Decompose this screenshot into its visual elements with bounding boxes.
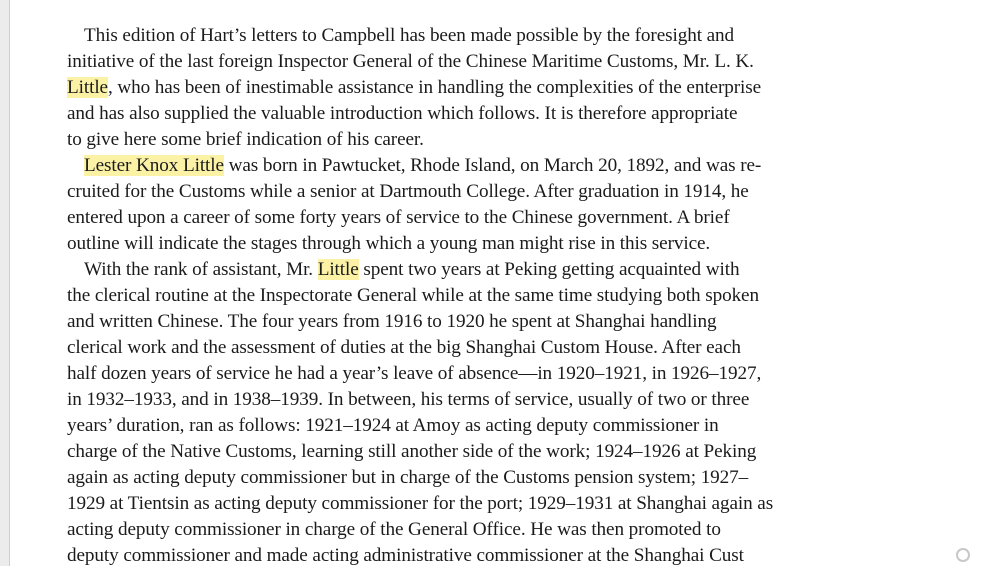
- text-run: to give here some brief indication of his career.: [67, 129, 424, 150]
- text-run: , who has been of inestimable assistance in handling the complexities of the enterprise: [107, 77, 762, 98]
- text-run: entered upon a career of some forty years of service to the Chinese government. A brief: [67, 207, 730, 228]
- text-line: [67, 413, 719, 439]
- text-run: outline will indicate the stages through which a young man might rise in this service.: [67, 233, 711, 254]
- text-run: initiative of the last foreign Inspector General of the Chinese Maritime Customs, Mr. L. K.: [67, 51, 754, 72]
- text-line: [67, 335, 741, 361]
- text-run: This edition of Hart’s letters to Campbell has been made possible by the foresight and: [84, 25, 735, 46]
- text-line: [67, 179, 749, 205]
- text-run: was born in Pawtucket, Rhode Island, on March 20, 1892, and was re-: [223, 155, 762, 176]
- text-run: half dozen years of service he had a year’s leave of absence—in 1920–1921, in 1926–1927,: [67, 363, 762, 384]
- text-run: charge of the Native Customs, learning still another side of the work; 1924–1926 at Peking: [67, 441, 757, 462]
- text-line: [67, 75, 761, 101]
- watermark: [956, 544, 970, 566]
- text-line: [67, 231, 710, 257]
- text-line: [67, 465, 748, 491]
- text-line: [67, 205, 730, 231]
- text-run: With the rank of assistant, Mr.: [84, 259, 318, 280]
- text-line: [67, 127, 424, 153]
- text-run: in 1932–1933, and in 1938–1939. In between, his terms of service, usually of two or three: [67, 389, 750, 410]
- watermark-logo-icon: [956, 548, 970, 562]
- text-run: clerical work and the assessment of duties at the big Shanghai Custom House. After each: [67, 337, 741, 358]
- text-run: and has also supplied the valuable introduction which follows. It is therefore appropriate: [67, 103, 738, 124]
- text-line: [84, 153, 761, 179]
- text-run: acting deputy commissioner in charge of the General Office. He was then promoted to: [67, 519, 721, 540]
- text-run: cruited for the Customs while a senior at Dartmouth College. After graduation in 1914, he: [67, 181, 749, 202]
- text-line: [67, 517, 721, 543]
- text-run: and written Chinese. The four years from 1916 to 1920 he spent at Shanghai handling: [67, 311, 717, 332]
- text-line: [67, 283, 759, 309]
- text-line: [67, 543, 744, 569]
- text-line: [67, 49, 754, 75]
- highlighted-name: Little: [317, 259, 359, 280]
- text-run: the clerical routine at the Inspectorate General while at the same time studying both spoken: [67, 285, 759, 306]
- highlighted-name: Little: [67, 77, 108, 98]
- text-run: again as acting deputy commissioner but in charge of the Customs pension system; 1927–: [67, 467, 749, 488]
- text-line: [84, 257, 739, 283]
- text-run: 1929 at Tientsin as acting deputy commissioner for the port; 1929–1931 at Shanghai again as: [67, 493, 774, 514]
- text-line: [67, 491, 773, 517]
- text-line: [84, 23, 734, 49]
- text-line: [67, 439, 756, 465]
- text-run: deputy commissioner and made acting administrative commissioner at the Shanghai Cust: [67, 545, 744, 566]
- text-run: years’ duration, ran as follows: 1921–1924 at Amoy as acting deputy commissioner in: [67, 415, 719, 436]
- text-line: [67, 387, 749, 413]
- text-line: [67, 309, 716, 335]
- highlighted-name: Lester Knox Little: [84, 155, 224, 176]
- text-line: [67, 361, 761, 387]
- text-line: [67, 101, 737, 127]
- text-run: spent two years at Peking getting acquainted with: [358, 259, 740, 280]
- viewer-left-edge: [0, 0, 10, 566]
